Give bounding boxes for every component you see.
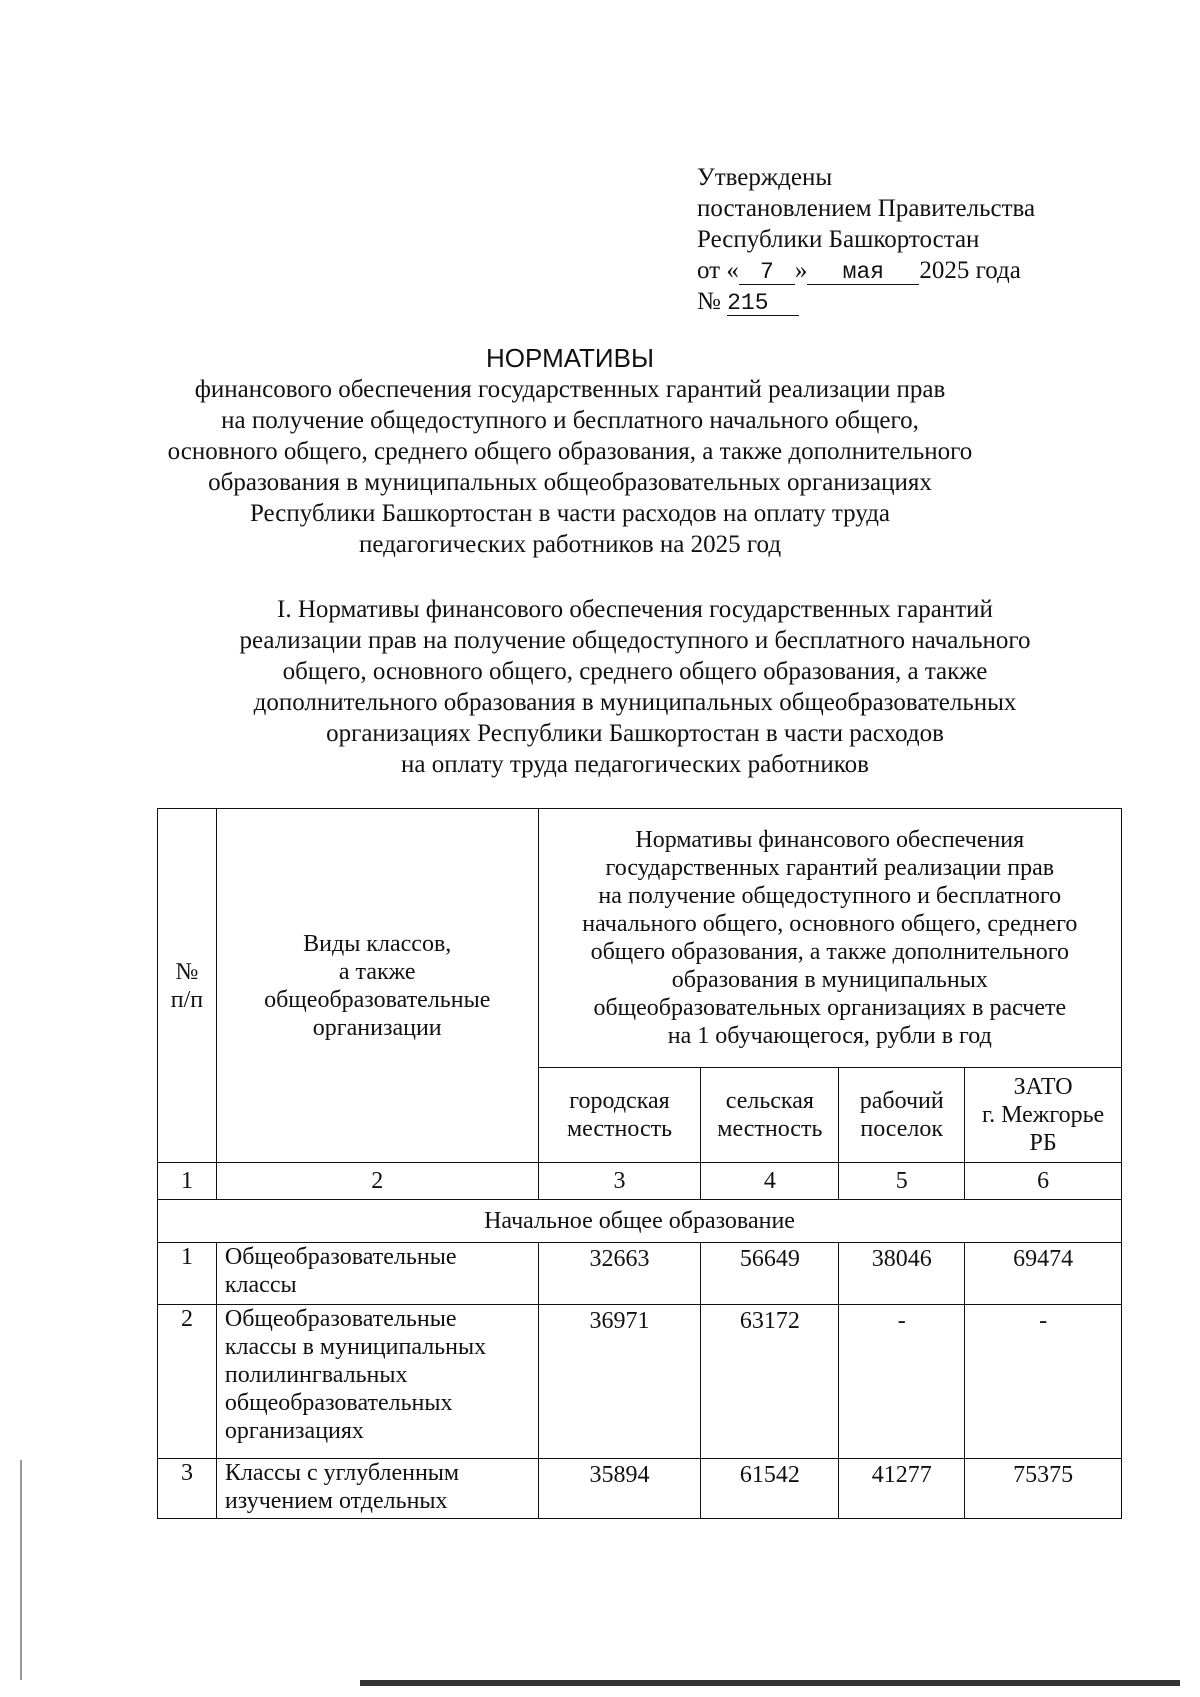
header-class-type bbox=[216, 809, 538, 1163]
header-type-line: а также bbox=[338, 958, 416, 985]
cell-settlement: 41277 bbox=[839, 1459, 965, 1519]
header-zato-line: ЗАТО bbox=[1013, 1074, 1073, 1100]
title-line: на получение общедоступного и бесплатного начального общего, bbox=[221, 407, 919, 434]
cell-zato: - bbox=[965, 1305, 1122, 1459]
title-line: Республики Башкортостан в части расходов на оплату труда bbox=[249, 500, 891, 527]
section-line: I. Нормативы финансового обеспечения государственных гарантий bbox=[277, 596, 993, 623]
header-type-line: Виды классов, bbox=[303, 930, 452, 957]
scan-edge-line bbox=[20, 1460, 22, 1680]
cell-urban: 32663 bbox=[538, 1243, 701, 1305]
header-norms-line: начального общего, основного общего, среднего bbox=[582, 911, 1078, 937]
cell-urban: 35894 bbox=[538, 1459, 701, 1519]
column-number: 6 bbox=[965, 1163, 1122, 1200]
cell-urban: 36971 bbox=[538, 1305, 701, 1459]
approval-line-2: постановлением Правительства bbox=[697, 195, 1036, 222]
norms-table bbox=[157, 808, 1122, 1519]
header-zato-line: РБ bbox=[1029, 1130, 1057, 1156]
section-line: организациях Республики Башкортостан в части расходов bbox=[326, 720, 944, 747]
header-urban bbox=[538, 1068, 701, 1163]
number-value: 215 bbox=[727, 291, 799, 316]
section-heading bbox=[170, 594, 1100, 780]
row-name bbox=[216, 1243, 538, 1305]
header-settlement bbox=[839, 1068, 965, 1163]
header-norms-line: общего образования, а также дополнительного bbox=[590, 939, 1069, 965]
header-norms bbox=[538, 809, 1121, 1068]
approval-line-1: Утверждены bbox=[697, 164, 833, 191]
title-line: педагогических работников на 2025 год bbox=[358, 531, 782, 558]
approval-date bbox=[697, 255, 1035, 286]
column-number: 3 bbox=[538, 1163, 701, 1200]
row-num: 2 bbox=[158, 1305, 217, 1459]
column-number: 1 bbox=[158, 1163, 217, 1200]
header-num-line: п/п bbox=[170, 986, 204, 1013]
section-line: общего, основного общего, среднего общего образования, а также bbox=[282, 658, 988, 685]
table-row bbox=[158, 1305, 1122, 1459]
row-name-line: полилингвальных bbox=[224, 1362, 408, 1388]
header-settlement-line: поселок bbox=[860, 1116, 944, 1142]
row-name-line: общеобразовательных bbox=[224, 1390, 453, 1416]
cell-zato: 75375 bbox=[965, 1459, 1122, 1519]
header-rural bbox=[701, 1068, 839, 1163]
approval-line-3: Республики Башкортостан bbox=[697, 226, 980, 253]
date-month: мая bbox=[807, 260, 919, 285]
header-rural-line: сельская bbox=[725, 1088, 814, 1114]
title-line: финансового обеспечения государственных гарантий реализации прав bbox=[194, 376, 946, 403]
header-zato bbox=[965, 1068, 1122, 1163]
header-urban-line: местность bbox=[566, 1116, 673, 1142]
approval-number bbox=[697, 286, 1035, 317]
approval-block bbox=[697, 162, 1035, 317]
row-name bbox=[216, 1305, 538, 1459]
header-norms-line: на 1 обучающегося, рубли в год bbox=[667, 1023, 992, 1049]
row-num: 3 bbox=[158, 1459, 217, 1519]
column-number: 4 bbox=[701, 1163, 839, 1200]
row-name-line: Общеобразовательные bbox=[224, 1244, 457, 1270]
row-name-line: изучением отдельных bbox=[224, 1488, 448, 1514]
section-line: на оплату труда педагогических работников bbox=[400, 751, 869, 778]
section-title: Начальное общее образование bbox=[158, 1200, 1122, 1243]
column-number: 5 bbox=[839, 1163, 965, 1200]
row-name-line: Общеобразовательные bbox=[224, 1306, 457, 1332]
row-name-line: классы в муниципальных bbox=[224, 1334, 487, 1360]
date-prefix: от « bbox=[697, 257, 739, 284]
row-name-line: организациях bbox=[224, 1418, 364, 1444]
title-line: основного общего, среднего общего образования, а также дополнительного bbox=[167, 438, 973, 465]
title-line: образования в муниципальных общеобразовательных организациях bbox=[208, 469, 932, 496]
header-norms-line: Нормативы финансового обеспечения bbox=[635, 827, 1025, 853]
header-norms-line: образования в муниципальных bbox=[671, 967, 988, 993]
header-type-line: организации bbox=[312, 1014, 442, 1041]
header-urban-line: городская bbox=[569, 1088, 670, 1114]
header-type-line: общеобразовательные bbox=[264, 986, 491, 1013]
cell-settlement: - bbox=[839, 1305, 965, 1459]
cell-rural: 56649 bbox=[701, 1243, 839, 1305]
header-norms-line: государственных гарантий реализации прав bbox=[605, 855, 1055, 881]
header-num bbox=[158, 809, 217, 1163]
cell-rural: 63172 bbox=[701, 1305, 839, 1459]
date-suffix: 2025 года bbox=[919, 257, 1021, 284]
scan-bottom-line bbox=[360, 1680, 1180, 1686]
table-row bbox=[158, 1243, 1122, 1305]
cell-settlement: 38046 bbox=[839, 1243, 965, 1305]
table-row bbox=[158, 1459, 1122, 1519]
header-rural-line: местность bbox=[717, 1116, 823, 1142]
header-norms-line: на получение общедоступного и бесплатного bbox=[598, 883, 1062, 909]
row-num: 1 bbox=[158, 1243, 217, 1305]
header-norms-line: общеобразовательных организациях в расчете bbox=[593, 995, 1067, 1021]
header-num-line: № bbox=[175, 958, 199, 985]
row-name-line: Классы с углубленным bbox=[224, 1460, 460, 1486]
date-day: 7 bbox=[739, 260, 795, 285]
column-number: 2 bbox=[216, 1163, 538, 1200]
date-mid: » bbox=[794, 257, 808, 284]
cell-zato: 69474 bbox=[965, 1243, 1122, 1305]
title-heading: НОРМАТИВЫ bbox=[486, 343, 654, 373]
section-line: реализации прав на получение общедоступного и бесплатного начального bbox=[239, 627, 1031, 654]
number-prefix: № bbox=[697, 288, 728, 315]
row-name bbox=[216, 1459, 538, 1519]
column-number-row bbox=[158, 1163, 1122, 1200]
section-line: дополнительного образования в муниципальных общеобразовательных bbox=[253, 689, 1017, 716]
header-settlement-line: рабочий bbox=[859, 1088, 944, 1114]
document-title bbox=[140, 343, 1000, 560]
cell-rural: 61542 bbox=[701, 1459, 839, 1519]
header-zato-line: г. Межгорье bbox=[981, 1102, 1105, 1128]
row-name-line: классы bbox=[224, 1272, 297, 1298]
section-row bbox=[158, 1200, 1122, 1243]
